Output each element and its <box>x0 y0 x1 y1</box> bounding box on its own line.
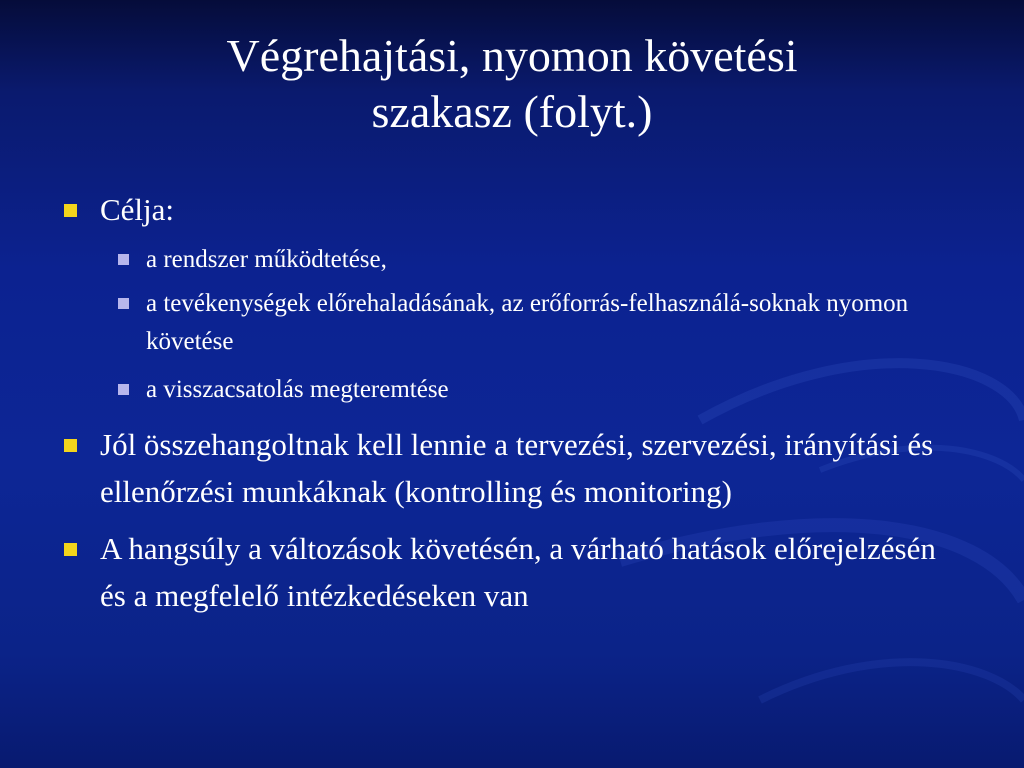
square-bullet-icon <box>64 439 77 452</box>
sub-bullet-text: a visszacsatolás megteremtése <box>146 376 449 403</box>
sub-bullet-text: a rendszer működtetése, <box>146 246 387 273</box>
slide-title-line-2: szakasz (folyt.) <box>371 86 653 137</box>
sub-bullet-item <box>62 239 962 281</box>
bullet-item-goals <box>62 186 962 233</box>
sub-bullet-item <box>62 369 962 411</box>
sub-bullet-list <box>62 239 962 411</box>
square-bullet-icon <box>118 298 129 309</box>
bullet-item-emphasis <box>62 525 962 619</box>
sub-bullet-item <box>62 285 962 361</box>
slide-title-line-1: Végrehajtási, nyomon követési <box>226 30 798 81</box>
square-bullet-icon <box>118 384 129 395</box>
bullet-text: Jól összehangoltnak kell lennie a tervezési, szervezési, irányítási és ellenőrzési munkáknak (kontrolling és monitoring) <box>100 427 934 509</box>
sub-bullet-text: a tevékenységek előrehaladásának, az erőforrás-felhasználá-soknak nyomon követése <box>146 290 909 355</box>
slide-title <box>60 28 964 140</box>
bullet-text: A hangsúly a változások követésén, a várható hatások előrejelzésén és a megfelelő intézkedéseken van <box>100 531 936 613</box>
square-bullet-icon <box>64 543 77 556</box>
bullet-text: Célja: <box>100 192 175 227</box>
bullet-item-coordination <box>62 421 962 515</box>
square-bullet-icon <box>64 204 77 217</box>
square-bullet-icon <box>118 254 129 265</box>
slide-body <box>62 186 962 619</box>
